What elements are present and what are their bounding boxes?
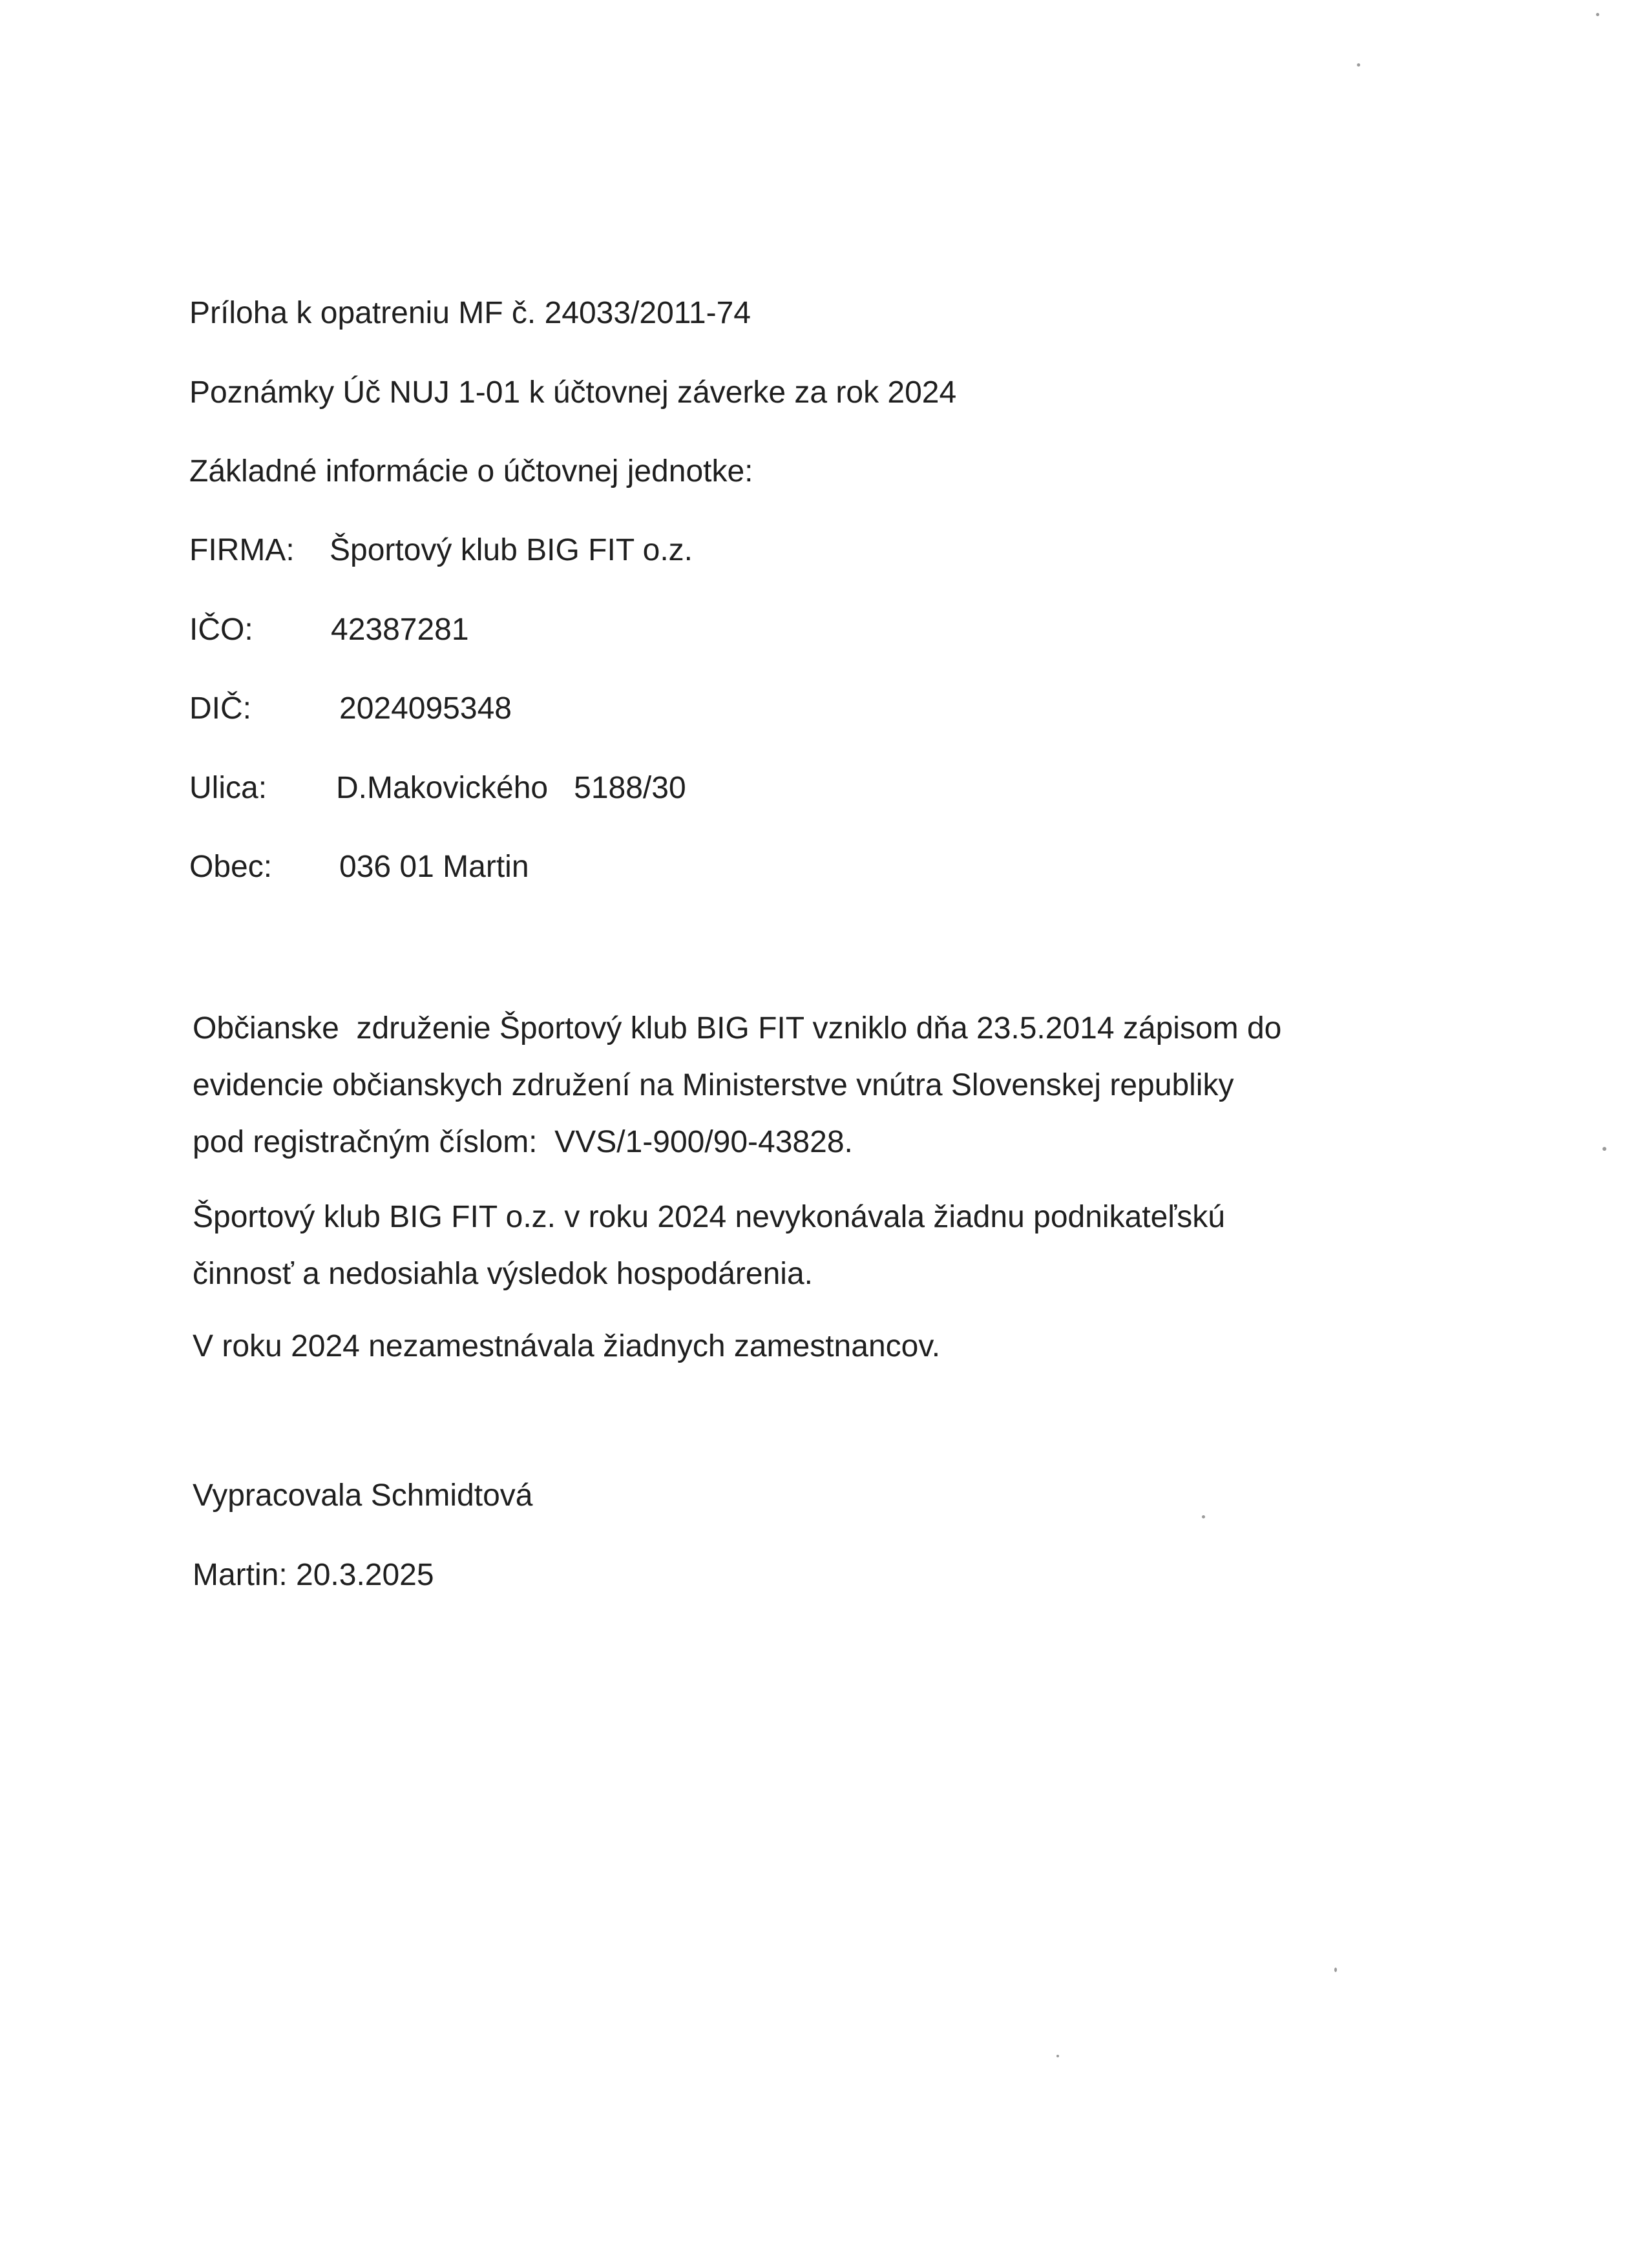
notes-title: Poznámky Úč NUJ 1-01 k účtovnej záverke za rok 2024 [189,375,957,410]
scan-speck [1202,1515,1205,1518]
scan-speck [1056,2055,1059,2057]
ico-value: 42387281 [331,613,469,647]
scan-speck [1334,1968,1337,1972]
obec-label: Obec: [189,850,273,884]
paragraph-line: Občianske združenie Športový klub BIG FIT vzniklo dňa 23.5.2014 zápisom do [193,1011,1282,1045]
scan-speck [1357,63,1360,67]
ulica-label: Ulica: [189,771,268,805]
prepared-by: Vypracovala Schmidtová [193,1478,533,1513]
paragraph-line: evidencie občianskych združení na Ministerstve vnútra Slovenskej republiky [193,1068,1234,1102]
paragraph-line: Športový klub BIG FIT o.z. v roku 2024 nevykonávala žiadnu podnikateľskú [193,1200,1225,1234]
obec-value: 036 01 Martin [339,850,529,884]
scan-speck [1596,13,1599,16]
ulica-value: D.Makovického 5188/30 [336,771,686,805]
dic-value: 2024095348 [339,691,512,726]
paragraph-line: V roku 2024 nezamestnávala žiadnych zamestnancov. [193,1329,941,1363]
basic-info-title: Základné informácie o účtovnej jednotke: [189,454,753,488]
firma-value: Športový klub BIG FIT o.z. [330,533,693,567]
employees-paragraph [193,1318,1472,1375]
scan-speck [1602,1147,1606,1151]
paragraph-line: činnosť a nedosiahla výsledok hospodárenia. [193,1257,813,1291]
annex-reference: Príloha k opatreniu MF č. 24033/2011-74 [189,296,751,330]
registration-paragraph [193,1000,1472,1171]
ico-label: IČO: [189,613,253,647]
dic-label: DIČ: [189,691,251,726]
firma-label: FIRMA: [189,533,295,567]
activity-paragraph [193,1189,1472,1303]
place-date: Martin: 20.3.2025 [193,1558,434,1592]
paragraph-line: pod registračným číslom: VVS/1-900/90-43828. [193,1125,853,1159]
